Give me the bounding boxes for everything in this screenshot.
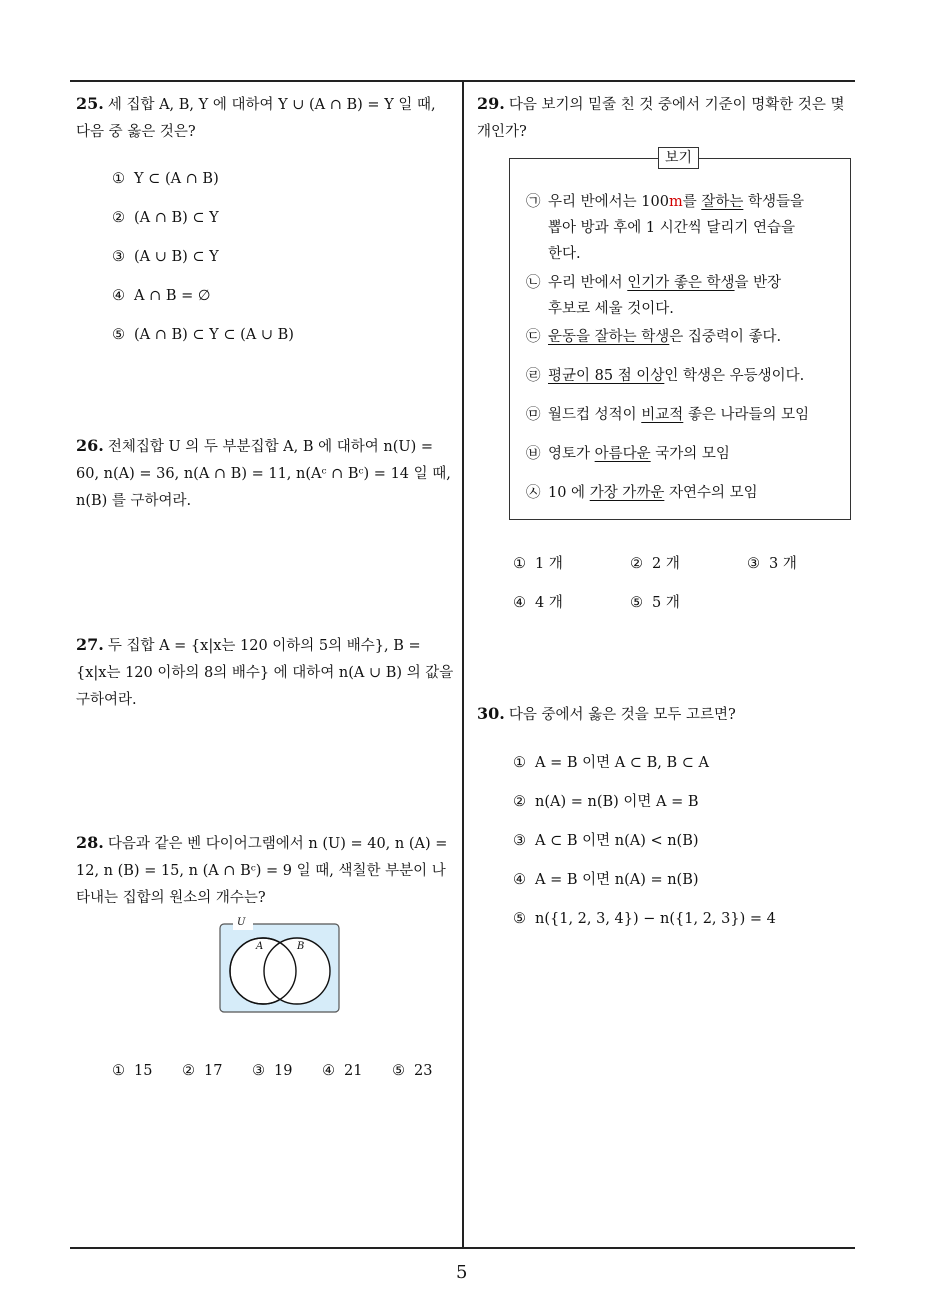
choice-mark: ⑤ xyxy=(513,911,526,927)
choice-5[interactable] xyxy=(630,591,747,612)
choice-1[interactable] xyxy=(513,752,776,791)
choice-text: (A ∪ B) ⊂ Y xyxy=(134,249,219,265)
bogi-text: 10 에 xyxy=(548,485,590,501)
venn-diagram xyxy=(219,917,341,1014)
question-number: 29. xyxy=(477,94,505,113)
choice-4[interactable] xyxy=(322,1063,392,1079)
bogi-item-b xyxy=(526,270,836,322)
venn-svg xyxy=(219,922,341,1014)
choice-2[interactable] xyxy=(513,791,776,830)
bogi-mark: ㉣ xyxy=(526,368,541,384)
choice-mark: ① xyxy=(513,556,526,572)
bogi-mark: ㉦ xyxy=(526,485,541,501)
choice-4[interactable] xyxy=(112,285,294,324)
choice-text: n({1, 2, 3, 4}) − n({1, 2, 3}) = 4 xyxy=(535,911,776,927)
question-25 xyxy=(76,90,454,146)
choice-text: A ⊂ B 이면 n(A) < n(B) xyxy=(535,833,699,849)
choice-mark: ② xyxy=(182,1063,195,1079)
bogi-mark: ㉡ xyxy=(526,275,541,291)
choice-mark: ⑤ xyxy=(630,595,643,611)
choice-text: A = B 이면 n(A) = n(B) xyxy=(535,872,699,888)
question-number: 26. xyxy=(76,436,104,455)
choice-mark: ② xyxy=(630,556,643,572)
bogi-text: 를 xyxy=(682,194,702,210)
bogi-item-e xyxy=(526,402,836,428)
underlined-text: 운동을 잘하는 학생 xyxy=(548,329,670,345)
choice-2[interactable] xyxy=(182,1063,252,1079)
choice-mark: ① xyxy=(112,1063,125,1079)
question-text: 두 집합 A = {x|x는 120 이하의 5의 배수}, B = {x|x는 120 이하의 8의 배수} 에 대하여 n(A ∪ B) 의 값을 구하여라. xyxy=(76,638,454,708)
bogi-text: 좋은 나라들의 모임 xyxy=(683,407,810,423)
underlined-text: 비교적 xyxy=(641,407,684,423)
q25-choices xyxy=(112,168,294,363)
choice-1[interactable] xyxy=(513,552,630,573)
question-number: 30. xyxy=(477,704,505,723)
question-29 xyxy=(477,90,859,146)
choice-4[interactable] xyxy=(513,591,630,612)
choice-2[interactable] xyxy=(630,552,747,573)
question-number: 25. xyxy=(76,94,104,113)
underlined-text: 인기가 좋은 학생 xyxy=(627,275,735,291)
choice-mark: ④ xyxy=(513,595,526,611)
bogi-text: 후보로 세울 것이다. xyxy=(548,301,674,317)
underlined-text: 평균이 85 점 이상 xyxy=(548,368,665,384)
bogi-mark: ㉤ xyxy=(526,407,541,423)
bogi-text: 학생들을 xyxy=(743,194,804,210)
bogi-text: 한다. xyxy=(548,246,581,262)
column-divider xyxy=(462,80,464,1248)
choice-1[interactable] xyxy=(112,168,294,207)
bogi-item-d xyxy=(526,363,836,389)
choice-text: 23 xyxy=(414,1063,433,1079)
choice-text: Y ⊂ (A ∩ B) xyxy=(134,171,219,187)
choice-mark: ③ xyxy=(747,556,760,572)
choice-3[interactable] xyxy=(112,246,294,285)
question-text: 세 집합 A, B, Y 에 대하여 Y ∪ (A ∩ B) = Y 일 때, 다음 중 옳은 것은? xyxy=(76,97,436,140)
choice-5[interactable] xyxy=(392,1063,452,1079)
choice-mark: ③ xyxy=(112,249,125,265)
q30-choices xyxy=(513,752,776,947)
bogi-item-c xyxy=(526,324,836,350)
bogi-mark: ㉠ xyxy=(526,194,541,210)
choice-3[interactable] xyxy=(747,552,827,573)
bogi-text: 자연수의 모임 xyxy=(664,485,758,501)
bogi-text: 인 학생은 우등생이다. xyxy=(664,368,805,384)
venn-a-label: A xyxy=(256,941,264,952)
bogi-item-g xyxy=(526,480,836,506)
choice-2[interactable] xyxy=(112,207,294,246)
bogi-text: 우리 반에서 xyxy=(548,275,628,291)
choice-mark: ① xyxy=(112,171,125,187)
choice-text: 5 개 xyxy=(652,595,680,611)
choice-5[interactable] xyxy=(112,324,294,363)
choice-text: 21 xyxy=(344,1063,363,1079)
bogi-title: 보기 xyxy=(658,147,699,169)
choice-mark: ③ xyxy=(252,1063,265,1079)
page-number: 5 xyxy=(456,1262,468,1283)
bogi-text: 을 반장 xyxy=(734,275,782,291)
choice-text: n(A) = n(B) 이면 A = B xyxy=(535,794,699,810)
choice-mark: ⑤ xyxy=(392,1063,405,1079)
choice-text: 19 xyxy=(274,1063,293,1079)
choice-mark: ⑤ xyxy=(112,327,125,343)
choice-text: A ∩ B = ∅ xyxy=(134,288,211,304)
bogi-item-a xyxy=(526,189,836,267)
bogi-mark: ㉥ xyxy=(526,446,541,462)
bogi-text: 뽑아 방과 후에 1 시간씩 달리기 연습을 xyxy=(548,220,795,236)
question-27 xyxy=(76,631,454,714)
choice-text: A = B 이면 A ⊂ B, B ⊂ A xyxy=(535,755,709,771)
question-28 xyxy=(76,829,454,912)
bogi-text: 영토가 xyxy=(548,446,595,462)
choice-mark: ① xyxy=(513,755,526,771)
bogi-unit: m xyxy=(668,194,683,210)
choice-text: 4 개 xyxy=(535,595,563,611)
q28-choices xyxy=(112,1063,452,1079)
choice-text: (A ∩ B) ⊂ Y xyxy=(134,210,219,226)
choice-mark: ④ xyxy=(513,872,526,888)
choice-mark: ② xyxy=(513,794,526,810)
bogi-text: 국가의 모임 xyxy=(650,446,730,462)
question-30 xyxy=(477,700,859,729)
choice-text: 2 개 xyxy=(652,556,680,572)
question-number: 28. xyxy=(76,833,104,852)
choice-1[interactable] xyxy=(112,1063,182,1079)
question-text: 다음과 같은 벤 다이어그램에서 n (U) = 40, n (A) = 12, n (B) = 15, n (A ∩ Bᶜ) = 9 일 때, 색칠한 부분이 나타내는 집합의 원소의 개수는? xyxy=(76,836,448,906)
underlined-text: 가장 가까운 xyxy=(589,485,665,501)
venn-u-label: U xyxy=(237,917,246,928)
choice-text: 3 개 xyxy=(769,556,797,572)
choice-text: (A ∩ B) ⊂ Y ⊂ (A ∪ B) xyxy=(134,327,294,343)
question-text: 다음 중에서 옳은 것을 모두 고르면? xyxy=(508,707,736,723)
choice-3[interactable] xyxy=(252,1063,322,1079)
bogi-text: 우리 반에서는 100 xyxy=(548,194,669,210)
choice-5[interactable] xyxy=(513,908,776,947)
bogi-text: 월드컵 성적이 xyxy=(548,407,642,423)
underlined-text: 잘하는 xyxy=(701,194,744,210)
bogi-text: 은 집중력이 좋다. xyxy=(669,329,782,345)
q29-choices-row-2 xyxy=(513,591,747,612)
bottom-rule xyxy=(70,1247,855,1249)
question-text: 전체집합 U 의 두 부분집합 A, B 에 대하여 n(U) = 60, n(A) = 36, n(A ∩ B) = 11, n(Aᶜ ∩ Bᶜ) = 14 일 때, n(B) 를 구하여라. xyxy=(76,439,451,509)
choice-mark: ② xyxy=(112,210,125,226)
choice-mark: ③ xyxy=(513,833,526,849)
choice-mark: ④ xyxy=(112,288,125,304)
q29-choices-row-1 xyxy=(513,552,827,573)
choice-4[interactable] xyxy=(513,869,776,908)
choice-3[interactable] xyxy=(513,830,776,869)
bogi-item-f xyxy=(526,441,836,467)
choice-text: 17 xyxy=(204,1063,223,1079)
question-26 xyxy=(76,432,454,515)
bogi-mark: ㉢ xyxy=(526,329,541,345)
choice-mark: ④ xyxy=(322,1063,335,1079)
choice-text: 15 xyxy=(134,1063,153,1079)
question-text: 다음 보기의 밑줄 친 것 중에서 기준이 명확한 것은 몇 개인가? xyxy=(477,97,845,140)
question-number: 27. xyxy=(76,635,104,654)
underlined-text: 아름다운 xyxy=(594,446,651,462)
choice-text: 1 개 xyxy=(535,556,563,572)
venn-b-label: B xyxy=(297,941,305,952)
